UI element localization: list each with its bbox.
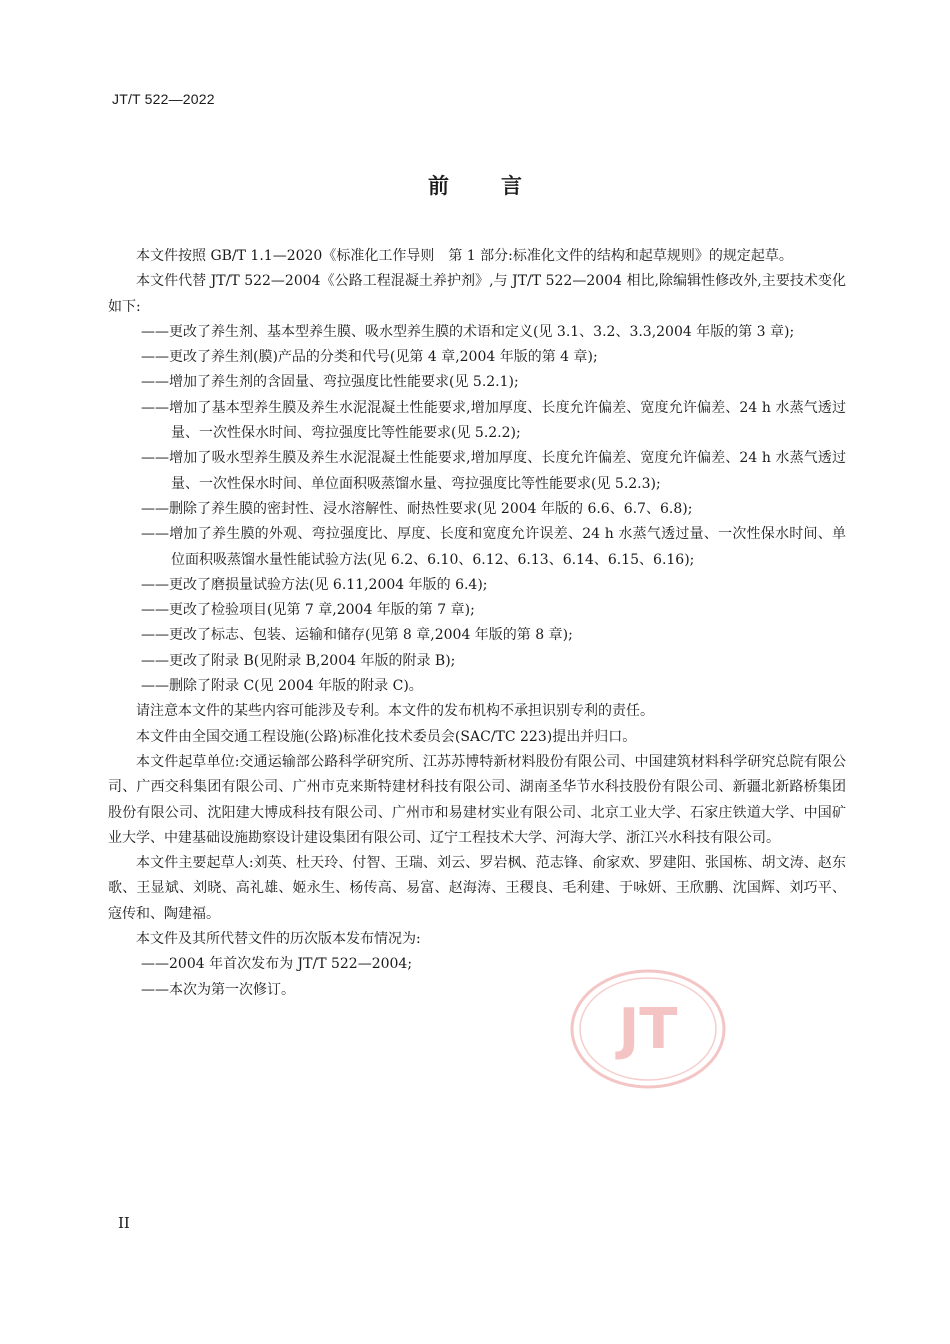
document-body — [108, 244, 846, 1003]
list-item: ——更改了附录 B(见附录 B,2004 年版的附录 B); — [141, 652, 456, 669]
paragraph: 本文件起草单位:交通运输部公路科学研究所、江苏苏博特新材料股份有限公司、中国建筑材料科学研究总院有限公司、广西交科集团有限公司、广州市克来斯特建材科技有限公司、湖南圣华节水科技股份有限公司、新疆北新路桥集团股份有限公司、沈阳建大博成科技有限公司、广州市和易建材实业有限公司、北京工业大学、石家庄铁道大学、中国矿业大学、中建基础设施勘察设计建设集团有限公司、辽宁工程技术大学、河海大学、浙江兴水科技有限公司。 — [108, 753, 846, 846]
page-number: II — [118, 1214, 130, 1232]
list-item: ——增加了基本型养生膜及养生水泥混凝土性能要求,增加厚度、长度允许偏差、宽度允许偏差、24 h 水蒸气透过量、一次性保水时间、弯拉强度比等性能要求(见 5.2.2); — [141, 399, 846, 442]
stamp-lettering: JT — [618, 997, 678, 1062]
list-item: ——本次为第一次修订。 — [141, 981, 295, 998]
page-title: 前言 — [428, 174, 574, 198]
list-item: ——更改了养生剂(膜)产品的分类和代号(见第 4 章,2004 年版的第 4 章); — [141, 349, 598, 366]
list-item: ——2004 年首次发布为 JT/T 522—2004; — [141, 956, 413, 973]
list-item: ——删除了养生膜的密封性、浸水溶解性、耐热性要求(见 2004 年版的 6.6、6.7、6.8); — [141, 500, 693, 517]
list-item: ——更改了磨损量试验方法(见 6.11,2004 年版的 6.4); — [141, 576, 488, 593]
jt-watermark-stamp — [568, 968, 728, 1090]
list-item: ——更改了检验项目(见第 7 章,2004 年版的第 7 章); — [141, 602, 475, 619]
list-item: ——增加了养生膜的外观、弯拉强度比、厚度、长度和宽度允许误差、24 h 水蒸气透过量、一次性保水时间、单位面积吸蒸馏水量性能试验方法(见 6.2、6.10、6.12、6.13、6.14、6.15、6.16); — [141, 526, 846, 568]
list-item: ——删除了附录 C(见 2004 年版的附录 C)。 — [141, 678, 423, 695]
list-item: ——增加了养生剂的含固量、弯拉强度比性能要求(见 5.2.1); — [141, 374, 519, 391]
list-item: ——更改了标志、包装、运输和储存(见第 8 章,2004 年版的第 8 章); — [141, 627, 573, 644]
paragraph: 请注意本文件的某些内容可能涉及专利。本文件的发布机构不承担识别专利的责任。 — [136, 703, 654, 720]
paragraph: 本文件代替 JT/T 522—2004《公路工程混凝土养护剂》,与 JT/T 522—2004 相比,除编辑性修改外,主要技术变化如下: — [108, 273, 846, 315]
paragraph: 本文件由全国交通工程设施(公路)标准化技术委员会(SAC/TC 223)提出并归口。 — [136, 728, 637, 745]
list-item: ——更改了养生剂、基本型养生膜、吸水型养生膜的术语和定义(见 3.1、3.2、3.3,2004 年版的第 3 章); — [141, 323, 795, 340]
standard-number: JT/T 522—2022 — [112, 91, 215, 107]
list-item: ——增加了吸水型养生膜及养生水泥混凝土性能要求,增加厚度、长度允许偏差、宽度允许偏差、24 h 水蒸气透过量、一次性保水时间、单位面积吸蒸馏水量、弯拉强度比等性能要求(见 5.2.3); — [141, 450, 846, 492]
paragraph: 本文件按照 GB/T 1.1—2020《标准化工作导则 第 1 部分:标准化文件的结构和起草规则》的规定起草。 — [136, 248, 793, 264]
paragraph: 本文件主要起草人:刘英、杜天玲、付智、王瑞、刘云、罗岩枫、范志锋、俞家欢、罗建阳、张国栋、胡文涛、赵东歌、王显斌、刘晓、高礼雄、姬永生、杨传高、易富、赵海涛、王稷良、毛利建、于咏妍、王欣鹏、沈国辉、刘巧平、寇传和、陶建福。 — [108, 855, 846, 922]
paragraph: 本文件及其所代替文件的历次版本发布情况为: — [136, 931, 421, 948]
